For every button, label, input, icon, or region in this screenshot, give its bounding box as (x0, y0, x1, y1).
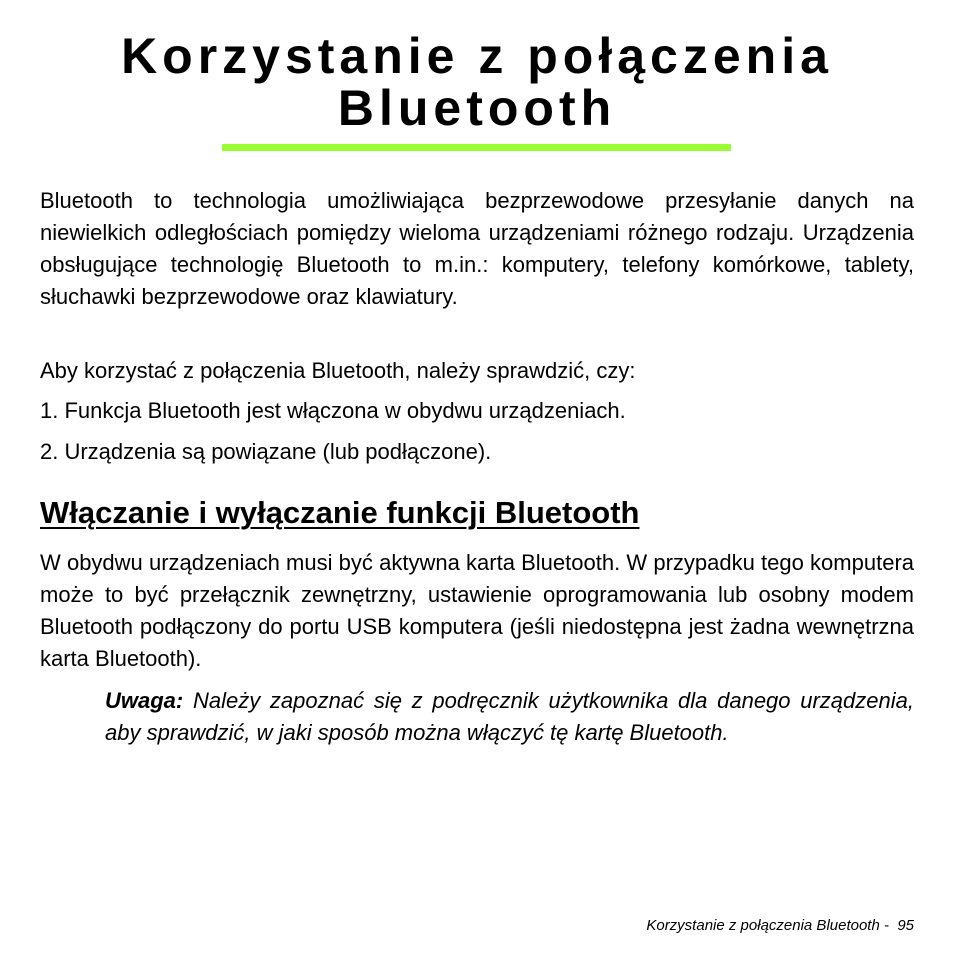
page-title (40, 30, 914, 134)
list-item-1: 1. Funkcja Bluetooth jest włączona w obydwu urządzeniach. (40, 398, 626, 423)
section-heading: Włączanie i wyłączanie funkcji Bluetooth (40, 495, 640, 530)
section-paragraph: W obydwu urządzeniach musi być aktywna karta Bluetooth. W przypadku tego komputera może to być przełącznik zewnętrzny, ustawienie oprogramowania lub osobny modem Bluetooth podłączony do portu USB komputera (jeśli niedostępna jest żadna wewnętrzna karta Bluetooth). (40, 550, 914, 671)
note-box (105, 685, 914, 749)
title-underline-bar (222, 144, 731, 151)
check-line: Aby korzystać z połączenia Bluetooth, należy sprawdzić, czy: (40, 358, 636, 383)
note-label: Uwaga: (105, 688, 184, 713)
list-item-2: 2. Urządzenia są powiązane (lub podłączone). (40, 439, 492, 464)
page-title-line2: Bluetooth (337, 80, 617, 136)
intro-paragraph: Bluetooth to technologia umożliwiająca bezprzewodowe przesyłanie danych na niewielkich odległościach pomiędzy wieloma urządzeniami różnego rodzaju. Urządzenia obsługujące technologię Bluetooth to m.in.: komputery, telefony komórkowe, tablety, słuchawki bezprzewodowe oraz klawiatury. (40, 188, 914, 309)
page-footer: Korzystanie z połączenia Bluetooth - 95 (646, 917, 914, 934)
note-text: Należy zapoznać się z podręcznik użytkownika dla danego urządzenia, aby sprawdzić, w jaki sposób można włączyć tę kartę Bluetooth. (105, 688, 914, 745)
page-title-line1: Korzystanie z połączenia (121, 28, 833, 84)
